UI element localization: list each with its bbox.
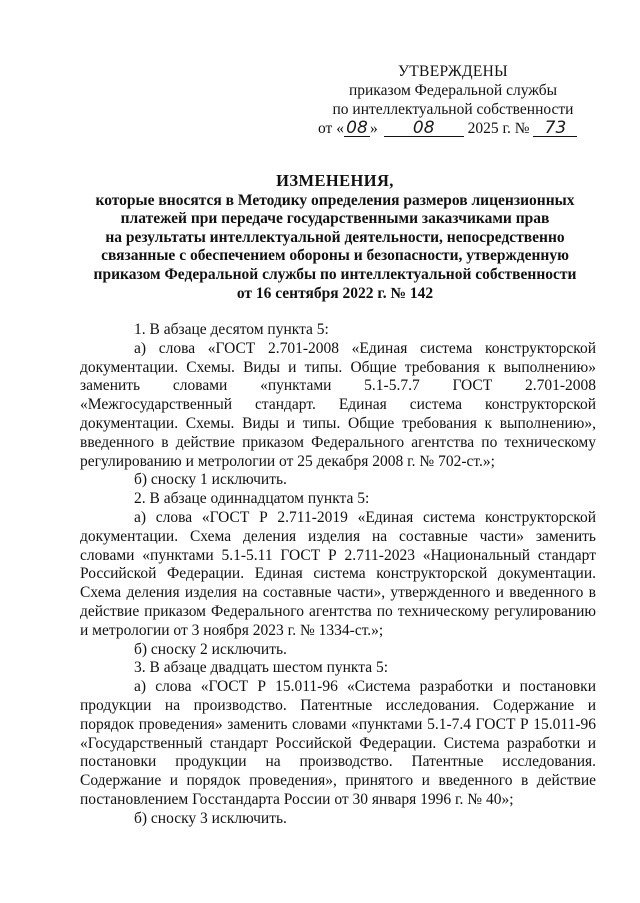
heading-line: приказом Федеральной службы по интеллектуальной собственности — [93, 265, 577, 283]
heading-line: которые вносятся в Методику определения размеров лицензионных — [95, 191, 575, 209]
approval-title: УТВЕРЖДЕНЫ — [398, 63, 508, 80]
approval-line-2: по интеллектуальной собственности — [332, 101, 574, 118]
order-year: 2025 г. № — [467, 120, 530, 137]
paragraph: б) сноску 2 исключить. — [134, 640, 287, 658]
approval-line-1: приказом Федеральной службы — [348, 82, 558, 99]
paragraph: а) слова «ГОСТ Р 15.011-96 «Система разработки и постановки продукции на производство. Патентные исследования. Содержание и порядок проведения» заменить словами «пунктами 5.1-7.4 ГОСТ Р 15.011-96 «Государственный стандарт Российской Федерации. Система разработки и постановки продукции на производство. Патентные исследования. Содержание и порядок проведения», принятого и введенного в действие постановлением Госстандарта России от 30 января 1996 г. № 40»; — [80, 678, 596, 808]
order-number-handwritten: 73 — [533, 120, 577, 137]
approval-block — [318, 62, 588, 138]
paragraph: б) сноску 3 исключить. — [134, 809, 287, 827]
heading-line: связанные с обеспечением обороны и безопасности, утвержденную — [101, 247, 569, 265]
order-day-handwritten: 08 — [344, 120, 370, 137]
order-month-handwritten: 08 — [384, 120, 464, 137]
order-prefix: от « — [318, 120, 344, 137]
paragraph: а) слова «ГОСТ Р 2.711-2019 «Единая система конструкторской документации. Схема деления изделия на составные части» заменить словами «пунктами 5.1-5.11 ГОСТ Р 2.711-2023 «Национальный стандарт Российской Федерации. Единая система конструкторской документации. Схема деления изделия на составные части», утвержденного и введенного в действие приказом Федерального агентства по техническому регулированию и метрологии от 3 ноября 2023 г. № 1334-ст.»; — [80, 508, 596, 639]
order-reference — [318, 119, 588, 138]
paragraph: 2. В абзаце одиннадцатом пункта 5: — [134, 490, 370, 508]
heading-line: платежей при передаче государственными заказчиками прав — [120, 210, 550, 228]
paragraph: б) сноску 1 исключить. — [134, 471, 287, 489]
order-mid: » — [369, 120, 378, 137]
paragraph: а) слова «ГОСТ 2.701-2008 «Единая система конструкторской документации. Схемы. Виды и типы. Общие требования к выполнению» заменить словами «пунктами 5.1-5.7.7 ГОСТ 2.701-2008 «Межгосударственный стандарт. Единая система конструкторской документации. Схемы. Виды и типы. Общие требования к выполнению», введенного в действие приказом Федерального агентства по техническому регулированию и метрологии от 25 декабря 2008 г. № 702-ст.»; — [80, 339, 596, 470]
paragraph: 1. В абзаце десятом пункта 5: — [134, 321, 329, 338]
heading-line: от 16 сентября 2022 г. № 142 — [236, 284, 434, 302]
heading-title: ИЗМЕНЕНИЯ, — [276, 171, 394, 190]
heading-line: на результаты интеллектуальной деятельности, непосредственно — [105, 228, 565, 246]
document-body — [80, 321, 596, 829]
paragraph: 3. В абзаце двадцать шестом пункта 5: — [134, 659, 389, 677]
document-heading — [80, 172, 590, 303]
